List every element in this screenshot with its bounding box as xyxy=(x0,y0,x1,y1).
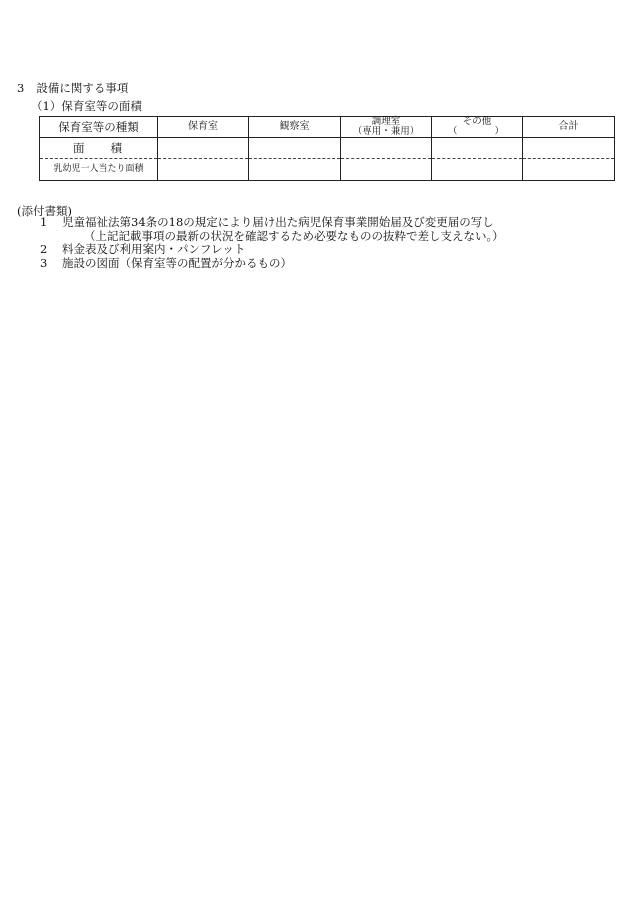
header-kitchen-line2: （専用・兼用） xyxy=(352,126,420,137)
header-room-type: 保育室等の種類 xyxy=(40,117,158,138)
section-heading xyxy=(17,80,128,96)
attachment-note: （上記記載事項の最新の状況を確認するため必要なものの抜粋で差し支えない。） xyxy=(84,228,504,243)
header-kitchen xyxy=(341,117,432,138)
cell-per-child-other xyxy=(432,159,523,181)
table-header-row xyxy=(40,117,615,138)
header-other-line1: その他 xyxy=(462,116,492,128)
section-number: 3 xyxy=(17,81,25,95)
attachment-text: 施設の図面（保育室等の配置が分かるもの） xyxy=(62,255,292,270)
header-observation-room: 観察室 xyxy=(249,117,341,138)
attachment-text: 児童福祉法第34条の18の規定により届け出た病児保育事業開始届及び変更届の写し xyxy=(62,215,494,229)
cell-area-kitchen xyxy=(341,138,432,159)
cell-area-other xyxy=(432,138,523,159)
cell-area-observation xyxy=(249,138,341,159)
attachment-text: 料金表及び利用案内・パンフレット xyxy=(62,242,246,256)
attachment-number: 1 xyxy=(40,215,48,229)
attachments-heading: (添付書類) xyxy=(17,204,72,218)
attachment-number: 2 xyxy=(40,242,48,256)
list-item xyxy=(40,257,504,271)
facility-area-table xyxy=(39,116,615,181)
cell-per-child-hoiku xyxy=(158,159,249,181)
subsection-heading: （1）保育室等の面積 xyxy=(31,99,142,113)
cell-area-hoiku xyxy=(158,138,249,159)
header-other-close: ） xyxy=(494,126,504,137)
section-title: 設備に関する事項 xyxy=(36,81,129,95)
row-label-area: 面積 xyxy=(40,138,158,159)
cell-area-total xyxy=(523,138,615,159)
row-label-per-child: 乳幼児一人当たり面積 xyxy=(40,159,158,181)
cell-per-child-observation xyxy=(249,159,341,181)
attachment-number: 3 xyxy=(40,255,48,270)
header-other xyxy=(432,117,523,138)
list-item xyxy=(40,216,504,243)
header-total: 合計 xyxy=(523,117,615,138)
table-row-per-child xyxy=(40,159,615,181)
cell-per-child-kitchen xyxy=(341,159,432,181)
header-hoiku-room: 保育室 xyxy=(158,117,249,138)
cell-per-child-total xyxy=(523,159,615,181)
header-other-open: （ xyxy=(448,126,458,137)
table-row-area xyxy=(40,138,615,159)
attachments-list xyxy=(40,216,504,270)
list-item xyxy=(40,243,504,257)
header-kitchen-line1: 調理室 xyxy=(371,116,401,128)
header-other-paren xyxy=(432,127,522,137)
